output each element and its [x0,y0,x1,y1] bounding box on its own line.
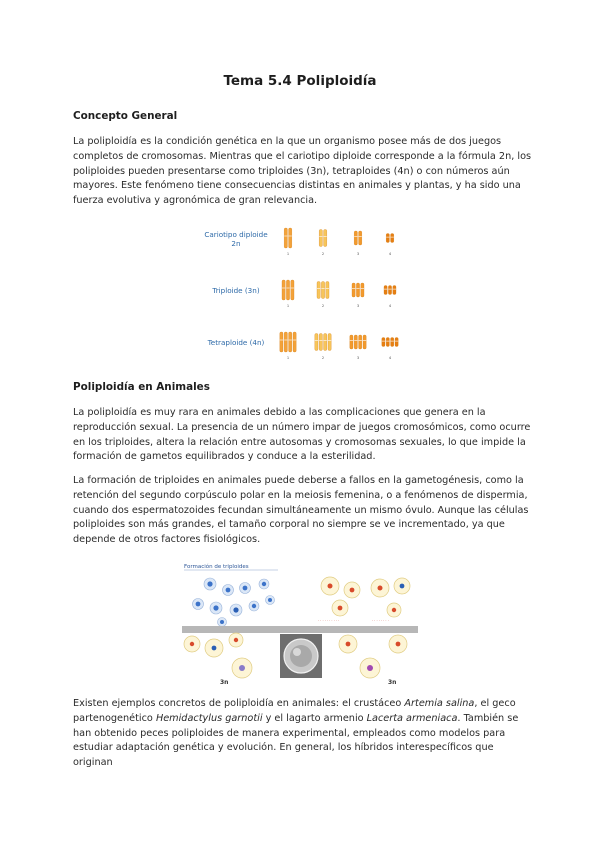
chromosome-number: 4 [388,252,392,256]
divider-band [182,626,418,633]
chromosome [286,280,289,300]
karyotype-figure [198,222,408,364]
chromosome [315,334,318,351]
chromosome [350,335,353,349]
chromosome [282,280,285,300]
chromosome [386,234,389,243]
chromosome-number: 4 [388,304,392,308]
chromosome [317,282,320,299]
chromosome [356,283,359,297]
figure-header: Formación de triploides [184,564,249,570]
chromosome [393,286,396,295]
chromosome [386,338,389,347]
chromosome-number: 1 [286,252,290,256]
paragraph-general: La poliploidía es la condición genética en la que un organismo posee más de dos juegos completos de cromosomas. Mientras que el cariotipo diploide corresponde a la fórmula 2n, los poliploides pueden presentarse como triploides (3n), tetraploides (4n) o con números aún mayores. Este fenómeno tiene consecuencias distintas en animales y plantas, y ha sido una fuerza evolutiva y agronómica de gran relevancia. [73,136,532,207]
fertilization-cells-left [184,633,252,678]
triploid-formation-figure [180,560,420,686]
chromosome [359,231,362,245]
chromosome [321,282,324,299]
chromosome [328,334,331,351]
chromosome [354,231,357,245]
oocyte-cells-top [318,577,410,623]
chromosome [391,234,394,243]
chromosome [324,334,327,351]
sperm-cells-cluster [193,578,275,627]
paragraph-animals-2: La formación de triploides en animales puede deberse a fallos en la gametogénesis, como la retención del segundo corpúsculo polar en la meiosis femenina, o a fenómenos de dispermia, cuando dos espermatozoides fecundan simultáneamente un mismo óvulo. Aunque las células poliploides son más grandes, el tamaño corporal no siempre se ve incrementado, ya que depende de otros factores fisiológicos. [73,475,529,546]
label-3n-left: 3n [220,679,229,686]
chromosome-number: 2 [321,252,325,256]
embryo-micrograph [280,634,322,678]
chromosome-number: 3 [356,252,360,256]
karyotype-row-sublabel: 2n [231,239,241,248]
chromosome [382,338,385,347]
chromosome [289,228,292,248]
heading-animals: Poliploidía en Animales [73,381,210,393]
chromosome [361,283,364,297]
svg-text:· · · · · · · ·: · · · · · · · · [372,619,389,623]
paragraph-animals-3: Existen ejemplos concretos de poliploidía en animales: el crustáceo Artemia salina, el geco partenogenético Hemidactylus garnotii y el lagarto armenio Lacerta armeniaca. También se han obtenido peces poliploides de manera experimental, empleados como modelos para estudiar adaptación genética y evolución. En general, los híbridos interespecíficos que originan [73,698,519,769]
chromosome [395,338,398,347]
fertilization-cells-right [339,635,407,678]
chromosome [293,332,296,352]
chromosome [326,282,329,299]
paragraph-animals-1: La poliploidía es muy rara en animales debido a las complicaciones que genera en la reproducción sexual. La presencia de un número impar de juegos cromosómicos, como ocurre en los triploides, altera la relación entre autosomas y cromosomas sexuales, lo que impide la formación de gametos equilibrados y conduce a la esterilidad. [73,407,531,463]
chromosome-number: 3 [356,356,360,360]
chromosome [359,335,362,349]
chromosome [352,283,355,297]
chromosome-number: 4 [388,356,392,360]
chromosome [354,335,357,349]
chromosome-number: 1 [286,356,290,360]
chromosome [363,335,366,349]
svg-text:· · · · · · · · · ·: · · · · · · · · · · [318,619,340,623]
chromosome [284,332,287,352]
karyotype-row-label: Tetraploide (4n) [207,338,265,347]
chromosome-number: 2 [321,304,325,308]
heading-general: Concepto General [73,110,178,122]
chromosome [319,334,322,351]
page-title: Tema 5.4 Poliploidía [223,73,377,89]
chromosome [280,332,283,352]
species-artemia: Artemia salina [404,698,475,709]
chromosome [388,286,391,295]
chromosome-number: 1 [286,304,290,308]
chromosome-number: 3 [356,304,360,308]
species-hemidactylus: Hemidactylus garnotii [155,712,263,724]
karyotype-row-label: Triploide (3n) [212,286,260,295]
chromosome [391,338,394,347]
label-3n-right: 3n [388,679,397,686]
chromosome [291,280,294,300]
chromosome [284,228,287,248]
chromosome [319,230,322,247]
chromosome [324,230,327,247]
species-lacerta: Lacerta armeniaca [366,712,458,724]
karyotype-row-label: Cariotipo diploide [204,230,268,239]
chromosome-number: 2 [321,356,325,360]
chromosome [384,286,387,295]
chromosome [289,332,292,352]
